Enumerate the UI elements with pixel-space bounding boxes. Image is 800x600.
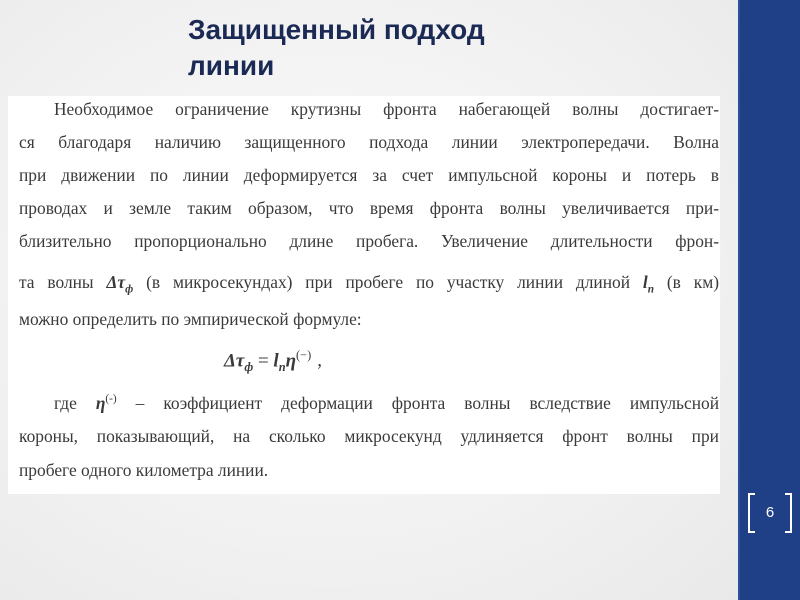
text-panel	[8, 96, 720, 494]
page-number-box	[745, 490, 795, 536]
formula-eta-superscript: (−)	[296, 348, 312, 362]
delta-tau-symbol	[106, 272, 134, 296]
where-eta-symbol	[96, 393, 117, 413]
formula-lhs: Δτ	[224, 350, 245, 372]
l-subscript: п	[647, 283, 655, 296]
slide-title-line-2: линии	[188, 50, 275, 81]
delta-tau-text: Δτ	[106, 272, 126, 292]
body-line-6-part-c: (в км)	[666, 272, 719, 292]
where-line-3: пробеге одного километра линии.	[19, 460, 269, 480]
where-definition: – коэффициент деформации фронта волны вследствие импульсной	[135, 393, 720, 413]
body-line-4: проводах и земле таким образом, что время фронта волны увеличивается при-	[19, 198, 719, 218]
body-line-6-part-b: (в микросекундах) при пробеге по участку линии длиной	[146, 272, 630, 292]
slide-title-line-1: Защищенный подход	[188, 14, 485, 45]
where-word: где	[54, 393, 77, 413]
l-text: l	[642, 272, 648, 292]
formula-equals: =	[257, 350, 269, 372]
formula-lhs-subscript: ф	[244, 360, 254, 375]
page-number: 6	[765, 504, 775, 521]
where-line-1	[54, 393, 719, 414]
formula-comma: ,	[317, 350, 322, 372]
delta-tau-subscript: ф	[125, 283, 134, 296]
body-line-3: при движении по линии деформируется за счет импульсной короны и потерь в	[19, 165, 719, 185]
body-line-7: можно определить по эмпирической формуле:	[19, 309, 362, 329]
slide-title	[188, 12, 708, 84]
where-eta-superscript: (-)	[105, 393, 117, 406]
body-line-2: ся благодаря наличию защищенного подхода линии электропередачи. Волна	[19, 132, 719, 152]
formula-l: l	[273, 350, 279, 372]
empirical-formula	[224, 348, 322, 375]
where-eta-text: η	[95, 393, 106, 413]
formula-eta: η	[285, 350, 297, 372]
body-line-1: Необходимое ограничение крутизны фронта набегающей волны достигает-	[54, 99, 719, 119]
body-line-5: близительно пропорционально длине пробега. Увеличение длительности фрон-	[19, 231, 719, 251]
body-line-6	[19, 272, 719, 295]
where-line-2: короны, показывающий, на сколько микросекунд удлиняется фронт волны при	[19, 426, 719, 446]
l-symbol	[642, 272, 655, 296]
formula-l-subscript: п	[278, 360, 286, 375]
body-line-6-part-a: та волны	[19, 272, 94, 292]
